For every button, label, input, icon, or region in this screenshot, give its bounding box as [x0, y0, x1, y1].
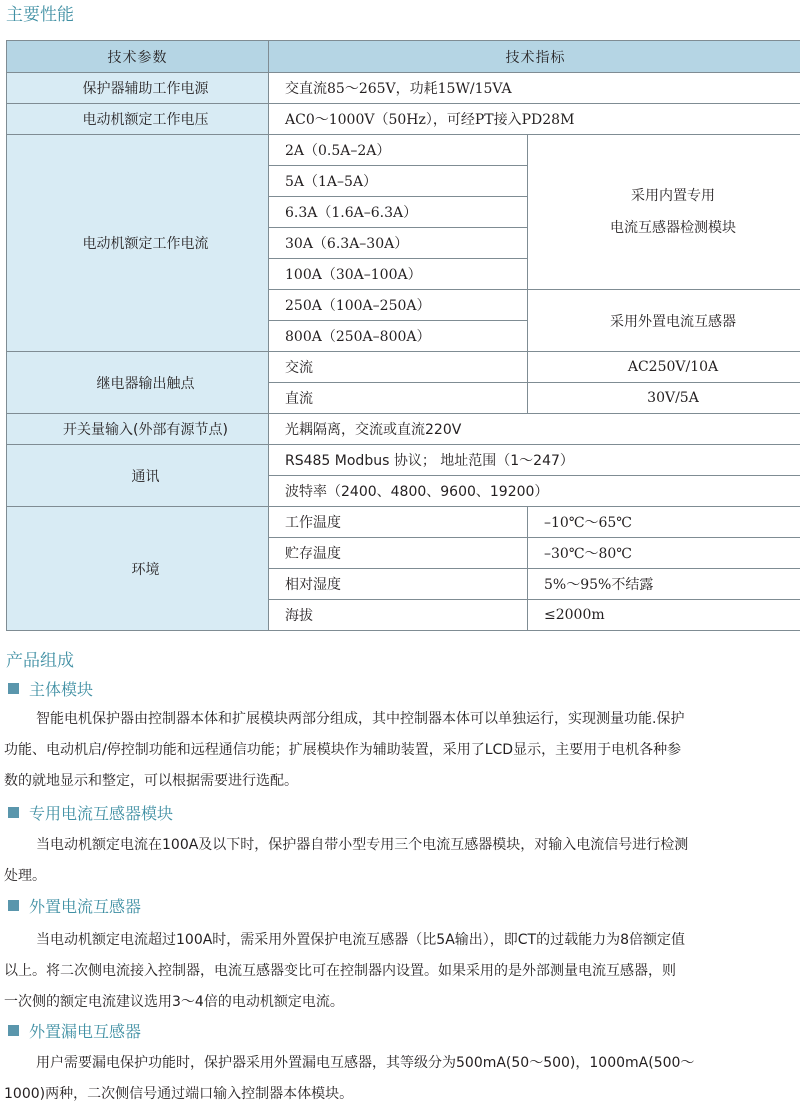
env-name: 海拔 [269, 600, 528, 631]
env-value: –30℃～80℃ [528, 538, 800, 569]
current-option: 6.3A（1.6A–6.3A） [269, 197, 528, 228]
bullet-square-icon [8, 807, 19, 818]
table-row [7, 352, 800, 383]
table-header-row [7, 41, 800, 73]
paragraph-line: 处理。 [4, 868, 46, 884]
paragraph-line: 用户需要漏电保护功能时，保护器采用外置漏电互感器，其等级分为500mA(50～500)，1000mA(500～ [36, 1055, 695, 1071]
relay-value: AC250V/10A [528, 352, 800, 383]
row-label-rated-voltage: 电动机额定工作电压 [7, 104, 269, 135]
row-value-aux-power: 交直流85～265V，功耗15W/15VA [269, 73, 800, 104]
section-title-main-performance: 主要性能 [6, 5, 74, 25]
paragraph-dedicated-ct-module [4, 830, 794, 892]
row-label-rated-current: 电动机额定工作电流 [7, 135, 269, 352]
current-note-external: 采用外置电流互感器 [528, 290, 800, 352]
paragraph-line: 当电动机额定电流在100A及以下时，保护器自带小型专用三个电流互感器模块，对输入电流信号进行检测 [36, 837, 689, 853]
row-label-comm: 通讯 [7, 445, 269, 507]
subheading-dedicated-ct-module [8, 803, 173, 825]
table-row [7, 414, 800, 445]
row-label-environment: 环境 [7, 507, 269, 631]
current-note-internal-line1: 采用内置专用 [631, 188, 715, 204]
current-option: 5A（1A–5A） [269, 166, 528, 197]
row-value-rated-voltage: AC0～1000V（50Hz），可经PT接入PD28M [269, 104, 800, 135]
bullet-square-icon [8, 1025, 19, 1036]
header-parameter: 技术参数 [7, 41, 269, 73]
spec-table [6, 40, 800, 631]
env-value: ≤2000m [528, 600, 800, 631]
current-option: 100A（30A–100A） [269, 259, 528, 290]
paragraph-line: 当电动机额定电流超过100A时，需采用外置保护电流互感器（比5A输出），即CT的过载能力为8倍额定值 [36, 932, 686, 948]
relay-type: 直流 [269, 383, 528, 414]
current-option: 800A（250A–800A） [269, 321, 528, 352]
table-row [7, 135, 800, 166]
table-row [7, 445, 800, 476]
row-value-switch-input: 光耦隔离，交流或直流220V [269, 414, 800, 445]
env-name: 贮存温度 [269, 538, 528, 569]
paragraph-line: 功能、电动机启/停控制功能和远程通信功能；扩展模块作为辅助装置，采用了LCD显示，主要用于电机各种参 [4, 742, 682, 758]
paragraph-line: 以上。将二次侧电流接入控制器，电流互感器变比可在控制器内设置。如果采用的是外部测量电流互感器，则 [4, 963, 676, 979]
subheading-external-ct [8, 896, 141, 918]
env-name: 相对湿度 [269, 569, 528, 600]
subheading-text: 主体模块 [29, 680, 94, 699]
row-label-switch-input: 开关量输入(外部有源节点) [7, 414, 269, 445]
current-option: 2A（0.5A–2A） [269, 135, 528, 166]
current-note-internal [528, 135, 800, 290]
env-value: –10℃～65℃ [528, 507, 800, 538]
section-title-product-composition: 产品组成 [6, 651, 74, 671]
paragraph-line: 一次侧的额定电流建议选用3～4倍的电动机额定电流。 [4, 994, 344, 1010]
comm-line-baud: 波特率（2400、4800、9600、19200） [269, 476, 800, 507]
table-row [7, 507, 800, 538]
row-label-aux-power: 保护器辅助工作电源 [7, 73, 269, 104]
bullet-square-icon [8, 683, 19, 694]
paragraph-external-ct [4, 925, 794, 1018]
env-name: 工作温度 [269, 507, 528, 538]
paragraph-line: 数的就地显示和整定，可以根据需要进行选配。 [4, 773, 298, 789]
env-value: 5%～95%不结露 [528, 569, 800, 600]
subheading-main-module [8, 679, 93, 701]
relay-type: 交流 [269, 352, 528, 383]
subheading-text: 专用电流互感器模块 [29, 804, 174, 823]
current-option: 250A（100A–250A） [269, 290, 528, 321]
comm-line-protocol: RS485 Modbus 协议； 地址范围（1～247） [269, 445, 800, 476]
header-specification: 技术指标 [269, 41, 800, 73]
subheading-text: 外置电流互感器 [29, 897, 142, 916]
row-label-relay: 继电器输出触点 [7, 352, 269, 414]
current-note-internal-line2: 电流互感器检测模块 [610, 220, 736, 236]
relay-value: 30V/5A [528, 383, 800, 414]
bullet-square-icon [8, 900, 19, 911]
paragraph-line: 智能电机保护器由控制器本体和扩展模块两部分组成，其中控制器本体可以单独运行，实现测量功能.保护 [36, 711, 685, 727]
paragraph-line: 1000)两种，二次侧信号通过端口输入控制器本体模块。 [4, 1086, 354, 1102]
subheading-text: 外置漏电互感器 [29, 1022, 142, 1041]
table-row [7, 73, 800, 104]
subheading-external-leakage-ct [8, 1021, 141, 1043]
current-option: 30A（6.3A–30A） [269, 228, 528, 259]
paragraph-external-leakage-ct [4, 1048, 794, 1110]
paragraph-main-module [4, 704, 794, 797]
table-row [7, 104, 800, 135]
